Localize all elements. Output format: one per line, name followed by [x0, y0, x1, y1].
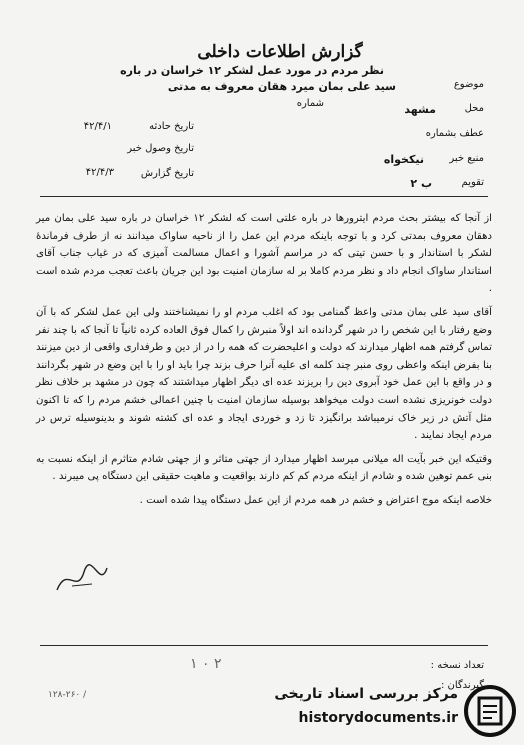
received-date-label: تاریخ وصول خبر — [127, 143, 194, 154]
report-body — [36, 210, 492, 516]
evaluation-label: تقویم — [461, 177, 484, 188]
signature-scribble — [52, 560, 112, 600]
place-label: محل — [464, 103, 484, 114]
source-value: نیکخواه — [383, 153, 424, 166]
watermark-logo — [232, 680, 522, 742]
event-date-label: تاریخ حادثه — [149, 121, 194, 132]
body-paragraph-3: وقتیکه این خبر بآیت اله میلانی میرسد اظهار میدارد از جهتی متاثر و از جهتی شادم متاثرم از اینکه نسبت به بنی عمم توهین شده و شادم از اینکه مردم کم کم دارند بواقعیت و ماهیت حقیقی این دستگاه پی میبرند . — [36, 453, 492, 483]
subject-line-1: نظر مردم در مورد عمل لشکر ۱۲ خراسان در باره — [120, 64, 384, 77]
reference-label: عطف بشماره — [425, 128, 484, 139]
evaluation-value: ب ۲ — [410, 177, 432, 190]
copies-label: تعداد نسخه : — [430, 660, 484, 671]
report-title: گزارش اطلاعات داخلی — [197, 42, 363, 62]
body-paragraph-4: خلاصه اینکه موج اعتراض و خشم در همه مردم از این عمل دستگاه پیدا شده است . — [139, 494, 492, 506]
watermark-name: مرکز بررسی اسناد تاریخی — [274, 686, 458, 702]
body-paragraph-1: از آنجا که بیشتر بحث مردم ایترورها در باره علتی است که لشکر ۱۲ خراسان در باره سید علی بمان میر دهقان معروف بمدتی کرد و با توجه باینکه مردم این عمل را از ناحیه ساواک میدانند نه از طرف فرماندهٔ لشکر با استاندار و با حسن تیتی که در مراسم آشورا و اعمال مسالمت آمیزی که در غیاب جناب آقای استاندار ساواک انجام داد و نظر مردم کاملا بر له سازمان امنیت بود این جریان باعث تعجب مردم شده است . — [36, 213, 492, 295]
subject-label: موضوع — [453, 79, 484, 90]
subject-line-2: سید علی بمان میرد هقان معروف به مدتی — [167, 80, 396, 93]
archive-logo-icon — [464, 684, 516, 738]
place-value: مشهد — [404, 103, 436, 116]
source-label: منبع خبر — [449, 153, 484, 164]
recipients-label: گیرندگان : — [440, 680, 484, 691]
report-date-label: تاریخ گزارش — [140, 168, 194, 179]
report-date-value: ۴۲/۴/۳ — [85, 167, 114, 178]
event-date-value: ۴۲/۴/۱ — [83, 121, 112, 132]
watermark-site: historydocuments.ir — [298, 710, 458, 726]
document-number: ۱۲۸-۲۶۰ / — [48, 690, 87, 700]
body-paragraph-2: آقای سید علی بمان مدتی واعظ گمنامی بود که اغلب مردم او را نمیشناختند ولی این عمل لشکر که با آن وضع رفتار با این شخص را در شهر گردانده اند اولاً منبرش را کمال فوق العاده کرده ثانیاً تا آنجا که با چند نفر تماس گرفتم همه اظهار میدارند که دولت و اعلیحضرت که همه را در از دین و طرفداری واقعی از دین میزنند بنا بفرض اینکه واعظی روی منبر چند کلمه ای علیه آنرا حرف بزند چرا باید او را با این وضع در شهر بگردانند و در واقع با این عمل خود آبروی دین را بریزند عده ای دیگر اظهار میداشتند که چون در مشهد بر خلاف نظر دولت خونریزی نشده است دولت میخواهد بوسیله سازمان امنیت با چنین اعمالی خشم مردم را که تا اکنون مثل آتش در زیر خاک نرمیباشد برانگیزد تا زد و خوردی ایجاد و عده ای کشته شوند و بدینوسیله ترس در مردم ایجاد نمایند . — [36, 306, 492, 442]
stamp-mark: ۱ ۰ ۲ — [190, 656, 222, 672]
number-label: شماره — [296, 98, 324, 109]
footer-divider — [40, 645, 488, 646]
header-divider — [40, 196, 488, 197]
